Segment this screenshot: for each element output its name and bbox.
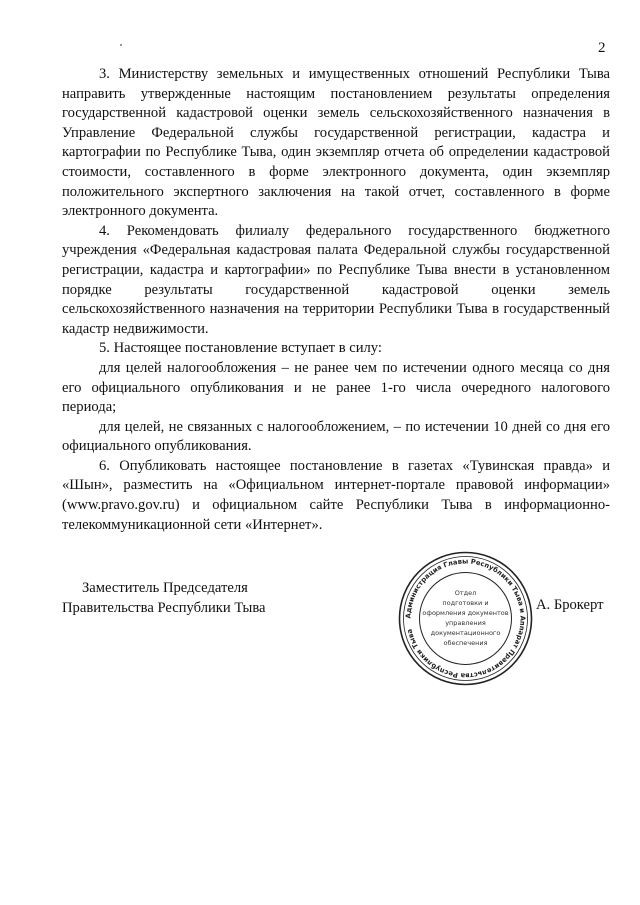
official-stamp	[398, 551, 533, 686]
page-number: 2	[598, 40, 606, 56]
paragraph-6: 6. Опубликовать настоящее постановление в газетах «Тувинская правда» и «Шын», разместить на «Официальном интернет-портале правовой информации» (www.pravo.gov.ru) и официальном сайте Республики Тыва в информационно-телекоммуникационной сети «Интернет».	[62, 457, 610, 533]
signer-position-line2: Правительства Республики Тыва	[62, 599, 266, 616]
signer-position-line1: Заместитель Председателя	[82, 580, 248, 596]
stamp-ring-text: Администрация Главы Республики Тыва и Аппарат Правительства Республики Тыва	[404, 557, 527, 680]
stamp-line-1: Отдел	[454, 589, 477, 597]
paragraph-3: 3. Министерству земельных и имущественных отношений Республики Тыва направить утвержденные настоящим постановлением результаты определения государственной кадастровой оценки земель сельскохозяйственного назначения в Управление Федеральной службы государственной регистрации, кадастра и картографии по Республике Тыва, один экземпляр отчета об определении кадастровой стоимости, составленного в форме электронного документа, один экземпляр положительного экспертного заключения на такой отчет, составленного в форме электронного документа.	[62, 66, 610, 220]
stamp-line-6: обеспечения	[443, 639, 488, 647]
stamp-line-5: документационного	[430, 629, 501, 637]
signer-name: А. Брокерт	[536, 597, 604, 613]
stamp-line-3: оформления документов	[422, 609, 509, 617]
paragraph-5-nontax: для целей, не связанных с налогообложением, – по истечении 10 дней со дня его официального опубликования.	[62, 418, 610, 455]
document-body	[62, 65, 610, 535]
signer-position	[62, 579, 266, 618]
stamp-line-2: подготовки и	[442, 599, 489, 607]
paragraph-4: 4. Рекомендовать филиалу федерального государственного бюджетного учреждения «Федеральная кадастровая палата Федеральной службы государственной регистрации, кадастра и картографии» по Республике Тыва внести в установленном порядке результаты государственной кадастровой оценки земель сельскохозяйственного назначения на территории Республики Тыва в государственный кадастр недвижимости.	[62, 222, 610, 337]
paragraph-5-tax: для целей налогообложения – не ранее чем по истечении одного месяца со дня его официального опубликования и не ранее 1-го числа очередного налогового периода;	[62, 359, 610, 416]
paragraph-5: 5. Настоящее постановление вступает в силу:	[99, 340, 382, 357]
stamp-line-4: управления	[445, 619, 486, 627]
scan-speck	[120, 44, 122, 46]
